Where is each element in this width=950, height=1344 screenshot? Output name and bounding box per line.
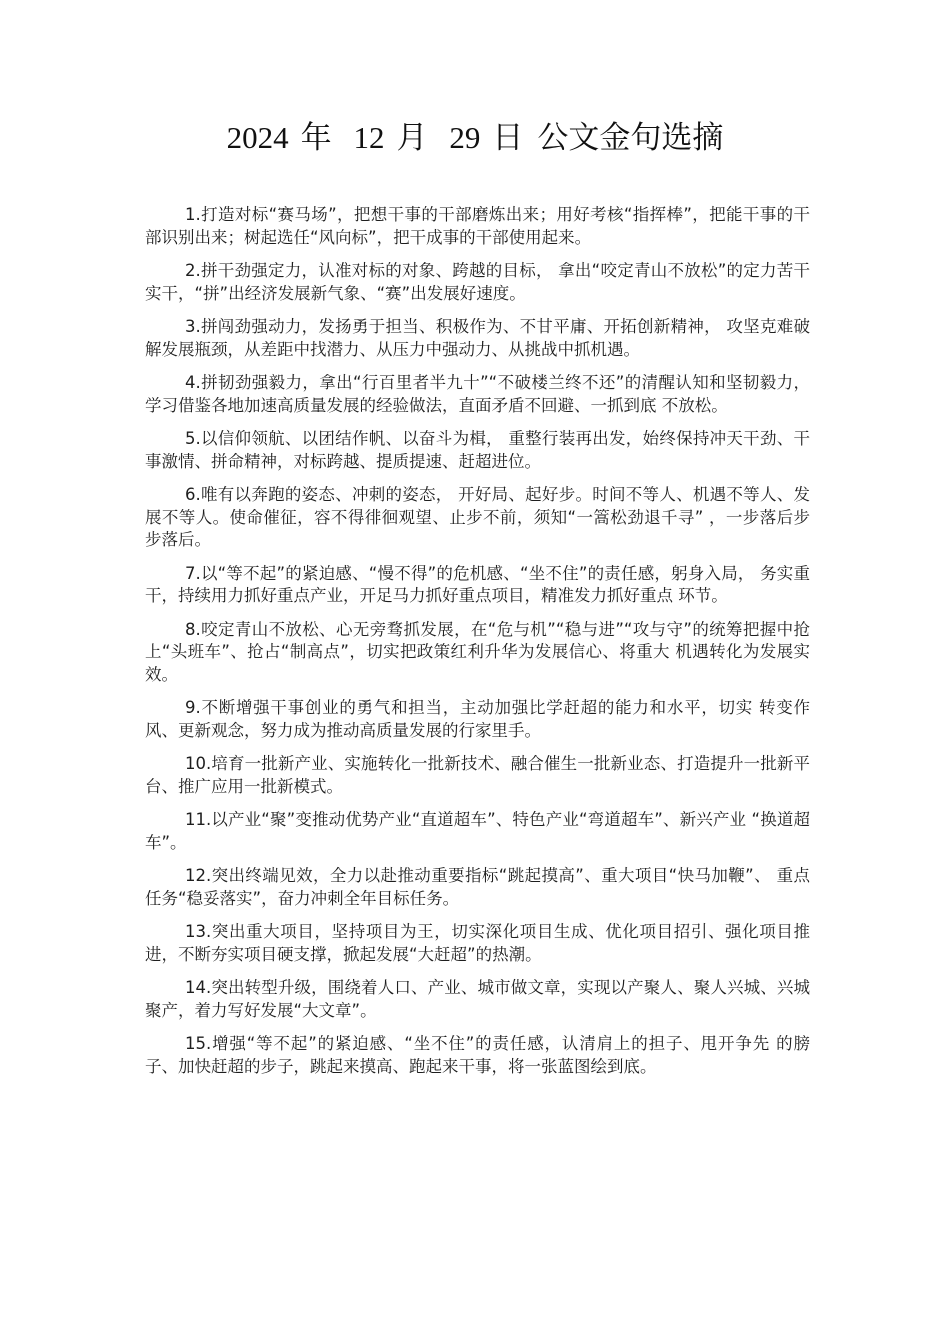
quote-item-1: 1.打造对标“赛马场”，把想干事的干部磨炼出来；用好考核“指挥棒”，把能干事的干部识别出来；树起选任“风向标”，把干成事的干部使用起来。 [145,205,810,247]
quote-item-13: 13.突出重大项目，坚持项目为王，切实深化项目生成、优化项目招引、强化项目推进，不断夯实项目硬支撑，掀起发展“大赶超”的热潮。 [145,922,810,964]
page-title [0,116,950,160]
quote-item-12: 12.突出终端见效，全力以赴推动重要指标“跳起摸高”、重大项目“快马加鞭”、 重点任务“稳妥落实”，奋力冲刺全年目标任务。 [145,866,810,908]
quote-item-11: 11.以产业“聚”变推动优势产业“直道超车”、特色产业“弯道超车”、新兴产业 “换道超车”。 [145,810,810,852]
quote-item-2: 2.拼干劲强定力，认准对标的对象、跨越的目标， 拿出“咬定青山不放松”的定力苦干实干，“拼”出经济发展新气象、“赛”出发展好速度。 [145,261,810,303]
quote-item-3: 3.拼闯劲强动力，发扬勇于担当、积极作为、不甘平庸、开拓创新精神， 攻坚克难破解发展瓶颈，从差距中找潜力、从压力中强动力、从挑战中抓机遇。 [145,317,810,359]
title-year-unit: 年 [300,120,332,156]
quote-item-8: 8.咬定青山不放松、心无旁骛抓发展，在“危与机”“稳与进”“攻与守”的统筹把握中抢上“头班车”、抢占“制高点”，切实把政策红利升华为发展信心、将重大 机遇转化为发展实效。 [145,619,810,684]
title-day: 29 [449,120,481,155]
quote-item-6: 6.唯有以奔跑的姿态、冲刺的姿态， 开好局、起好步。时间不等人、机遇不等人、发展不等人。使命催征，容不得徘徊观望、止步不前，须知“一篙松劲退千寻” ，一步落后步步落后。 [145,485,810,549]
quote-item-5: 5.以信仰领航、以团结作帆、以奋斗为楫， 重整行装再出发，始终保持冲天干劲、干事激情、拼命精神，对标跨越、提质提速、赶超进位。 [145,429,810,471]
quote-list [145,204,810,1089]
quote-item-10: 10.培育一批新产业、实施转化一批新技术、融合催生一批新业态、打造提升一批新平台、推广应用一批新模式。 [145,754,810,796]
title-day-unit: 日 [492,120,524,156]
quote-item-14: 14.突出转型升级，围绕着人口、产业、城市做文章，实现以产聚人、聚人兴城、兴城聚产，着力写好发展“大文章”。 [145,978,810,1020]
title-topic: 公文金句选摘 [537,120,724,156]
title-year: 2024 [226,120,289,155]
quote-item-15: 15.增强“等不起”的紧迫感、“坐不住”的责任感，认清肩上的担子、甩开争先 的膀子、加快赶超的步子，跳起来摸高、跑起来干事，将一张蓝图绘到底。 [145,1034,810,1076]
quote-item-4: 4.拼韧劲强毅力，拿出“行百里者半九十”“不破楼兰终不还”的清醒认知和坚韧毅力，学习借鉴各地加速高质量发展的经验做法，直面矛盾不回避、一抓到底 不放松。 [145,373,810,415]
title-month-unit: 月 [396,120,428,156]
quote-item-9: 9.不断增强干事创业的勇气和担当，主动加强比学赶超的能力和水平，切实 转变作风、更新观念，努力成为推动高质量发展的行家里手。 [145,698,810,740]
title-month: 12 [353,120,385,155]
quote-item-7: 7.以“等不起”的紧迫感、“慢不得”的危机感、“坐不住”的责任感，躬身入局， 务实重干，持续用力抓好重点产业，开足马力抓好重点项目，精准发力抓好重点 环节。 [145,563,810,605]
